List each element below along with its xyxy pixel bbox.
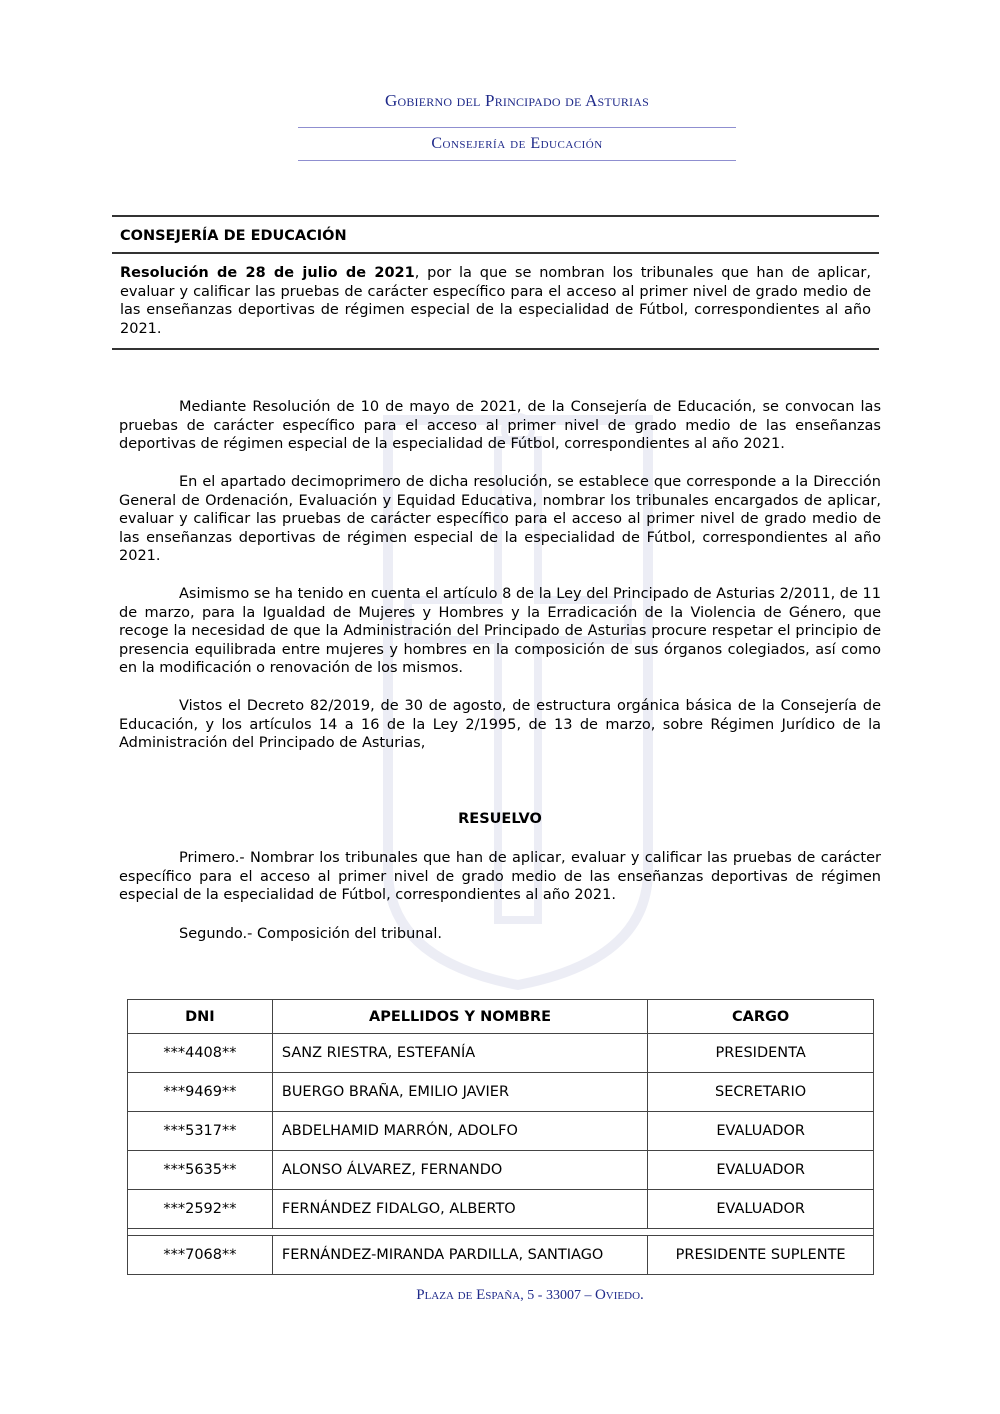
summary-box xyxy=(112,215,879,350)
table-spacer-row xyxy=(128,1229,874,1236)
cell-cargo: EVALUADOR xyxy=(648,1190,874,1229)
cell-dni: ***5317** xyxy=(128,1112,273,1151)
header-cargo: CARGO xyxy=(648,1000,874,1034)
paragraph-text: En el apartado decimoprimero de dicha resolución, se establece que corresponde a la Dirección General de Ordenación, Evaluación y Equidad Educativa, nombrar los tribunales encargados de aplicar, evaluar y calificar las pruebas de carácter específico para el acceso al primer nivel de grado medio de las enseñanzas deportivas de régimen especial de la especialidad de Fútbol, correspondientes al año 2021. xyxy=(119,474,881,564)
summary-title xyxy=(112,254,879,348)
table-row xyxy=(128,1190,874,1229)
resolution-description: , por la que se nombran los tribunales que han de aplicar, evaluar y calificar las pruebas de carácter específico para el acceso al primer nivel de grado medio de las enseñanzas deportivas de régimen especial de la especialidad de Fútbol, correspondientes al año 2021. xyxy=(120,265,871,337)
letterhead-rule-top xyxy=(298,127,736,128)
cell-cargo: SECRETARIO xyxy=(648,1073,874,1112)
letterhead xyxy=(298,90,736,161)
cell-cargo: PRESIDENTA xyxy=(648,1034,874,1073)
paragraph-text: Vistos el Decreto 82/2019, de 30 de agosto, de estructura orgánica básica de la Consejería de Educación, y los artículos 14 a 16 de la Ley 2/1995, de 13 de marzo, sobre Régimen Jurídico de la Administración del Principado de Asturias, xyxy=(119,698,881,751)
cell-name: FERNÁNDEZ-MIRANDA PARDILLA, SANTIAGO xyxy=(272,1236,647,1275)
cell-cargo: EVALUADOR xyxy=(648,1112,874,1151)
cell-name: ABDELHAMID MARRÓN, ADOLFO xyxy=(272,1112,647,1151)
footer-address xyxy=(380,1287,680,1304)
table-row xyxy=(128,1034,874,1073)
resuelvo-heading: RESUELVO xyxy=(458,811,542,827)
cell-name: SANZ RIESTRA, ESTEFANÍA xyxy=(272,1034,647,1073)
table-header-row xyxy=(128,1000,874,1034)
cell-dni: ***2592** xyxy=(128,1190,273,1229)
cell-dni: ***9469** xyxy=(128,1073,273,1112)
cell-cargo: EVALUADOR xyxy=(648,1151,874,1190)
header-dni: DNI xyxy=(128,1000,273,1034)
department-name: Consejería de Educación xyxy=(431,135,603,152)
paragraph-text: Asimismo se ha tenido en cuenta el artículo 8 de la Ley del Principado de Asturias 2/2011, de 11 de marzo, para la Igualdad de Mujeres y Hombres y la Erradicación de la Violencia de Género, que recoge la necesidad de que la Administración del Principado de Asturias procure respetar el principio de presencia equilibrada entre mujeres y hombres en la composición de sus órganos colegiados, así como en la modificación o renovación de los mismos. xyxy=(119,586,881,676)
cell-dni: ***7068** xyxy=(128,1236,273,1275)
table-row xyxy=(128,1112,874,1151)
table-row xyxy=(128,1073,874,1112)
table-row xyxy=(128,1236,874,1275)
footer-number-zip: , 5 - 33007 – xyxy=(520,1288,595,1303)
cell-cargo: PRESIDENTE SUPLENTE xyxy=(648,1236,874,1275)
cell-name: BUERGO BRAÑA, EMILIO JAVIER xyxy=(272,1073,647,1112)
resolution-date: Resolución de 28 de julio de 2021 xyxy=(120,265,415,281)
paragraph-text: Mediante Resolución de 10 de mayo de 2021, de la Consejería de Educación, se convocan las pruebas de carácter específico para el acceso al primer nivel de grado medio de las enseñanzas deportivas de régimen especial de la especialidad de Fútbol, correspondientes al año 2021. xyxy=(119,399,881,452)
header-name: APELLIDOS Y NOMBRE xyxy=(272,1000,647,1034)
footer-city: Oviedo. xyxy=(594,1287,644,1303)
cell-dni: ***5635** xyxy=(128,1151,273,1190)
paragraph-3 xyxy=(119,585,881,678)
letterhead-rule-bottom xyxy=(298,160,736,161)
table-row xyxy=(128,1151,874,1190)
cell-dni: ***4408** xyxy=(128,1034,273,1073)
summary-rule-bottom xyxy=(112,348,879,350)
spacer-cell xyxy=(128,1229,874,1236)
tribunal-table xyxy=(127,999,874,1275)
cell-name: FERNÁNDEZ FIDALGO, ALBERTO xyxy=(272,1190,647,1229)
summary-heading: CONSEJERÍA DE EDUCACIÓN xyxy=(120,228,347,244)
segundo-paragraph xyxy=(119,925,881,944)
government-name: Gobierno del Principado de Asturias xyxy=(385,91,649,110)
paragraph-1 xyxy=(119,398,881,454)
paragraph-2 xyxy=(119,473,881,566)
paragraph-text: Segundo.- Composición del tribunal. xyxy=(179,926,442,942)
primero-paragraph xyxy=(119,849,881,905)
paragraph-4 xyxy=(119,697,881,753)
footer-street: Plaza de España xyxy=(416,1287,521,1303)
paragraph-text: Primero.- Nombrar los tribunales que han de aplicar, evaluar y calificar las pruebas de carácter específico para el acceso al primer nivel de grado medio de las enseñanzas deportivas de régimen especial de la especialidad de Fútbol, correspondientes al año 2021. xyxy=(119,850,881,903)
cell-name: ALONSO ÁLVAREZ, FERNANDO xyxy=(272,1151,647,1190)
